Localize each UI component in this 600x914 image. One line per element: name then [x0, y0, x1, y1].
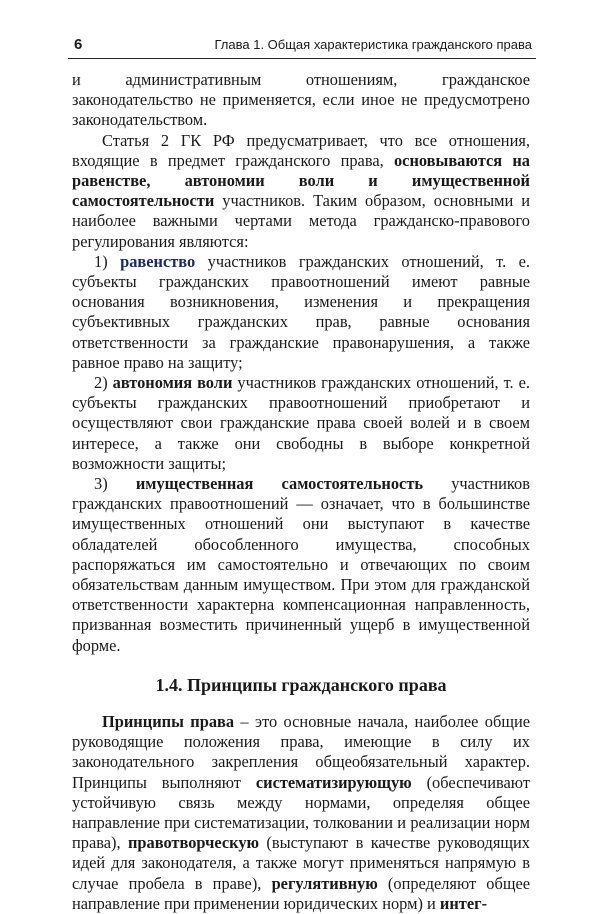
term-autonomy: автономия воли — [112, 373, 233, 393]
text-run: участников гражданских отношений, т. е. субъекты гражданских правоотношений приобретают и осуществляют свои гражданские права своей волей и в своем интересе, а также они свободны в выборе конкретной возможности защиты; — [72, 373, 530, 473]
term-regulatory: регулятивную — [271, 873, 378, 893]
page-number: 6 — [74, 36, 83, 53]
text-run: (определяют общее направление при применении юридических норм) и — [72, 873, 530, 913]
text-run: участников гражданских отношений, т. е. субъекты гражданских правоотношений имеют равные основания возникновения, изменения и прекращения субъективных гражданских прав, равные основания ответственности за гражданские правонарушения, а также равное право на защиту; — [72, 251, 530, 372]
term-lawmaking: правотворческую — [127, 833, 260, 853]
emphasis-principles: основываются на равенстве, автономии воли и имущественной самостоятельности — [72, 150, 530, 211]
term-independence: имущественная самостоятельность — [135, 474, 424, 494]
text-run: участников. Таким образом, основными и наиболее важными чертами метода гражданско-правового регулирования являются: — [72, 191, 530, 251]
list-number: 2) — [94, 373, 113, 393]
text-run: участников гражданских правоотношений — означает, что в большинстве имущественных отношений они выступают в качестве обладателей обособленного имущества, способных распоряжаться им самостоятельно и отвечающих по своим обязательствам данным имуществом. При этом для гражданской ответственности характерна компенсационная направленность, призванная возместить причиненный ущерб в имущественной форме. — [72, 474, 530, 655]
text-run: – это основные начала, наиболее общие руководящие положения права, имеющие в силу их законодательного закрепления общеобязательный характер. Принципы выполняют — [72, 711, 530, 792]
text-run: Статья 2 ГК РФ предусматривает, что все отношения, входящие в предмет гражданского права, — [72, 130, 530, 170]
text-run: (выступают в качестве руководящих идей для законодателя, а также могут применяться напрямую в случае пробела в праве), — [72, 833, 530, 893]
term-principles: Принципы права — [102, 711, 235, 731]
list-number: 1) — [94, 251, 121, 271]
list-item-equality — [72, 252, 530, 373]
term-systematizing: систематизирующую — [255, 772, 412, 792]
term-equality: равенство — [120, 251, 196, 271]
paragraph-continuation: и административным отношениям, гражданское законодательство не применяется, если иное не предусмотрено законодательством. — [72, 70, 530, 130]
list-item-autonomy — [72, 373, 530, 474]
section-heading: 1.4. Принципы гражданского права — [155, 674, 447, 695]
page-header — [68, 36, 536, 59]
running-title: Глава 1. Общая характеристика гражданского права — [214, 37, 532, 52]
text-run: (обеспечивают устойчивую связь между нормами, определяя общее направление при систематизации, толковании и реализации норм права), — [72, 772, 530, 853]
page-body — [72, 70, 530, 914]
list-item-independence — [72, 474, 530, 656]
list-number: 3) — [94, 474, 136, 494]
paragraph-principles — [72, 712, 530, 914]
paragraph-article-2 — [72, 131, 530, 252]
term-integrative: интег- — [439, 893, 488, 913]
